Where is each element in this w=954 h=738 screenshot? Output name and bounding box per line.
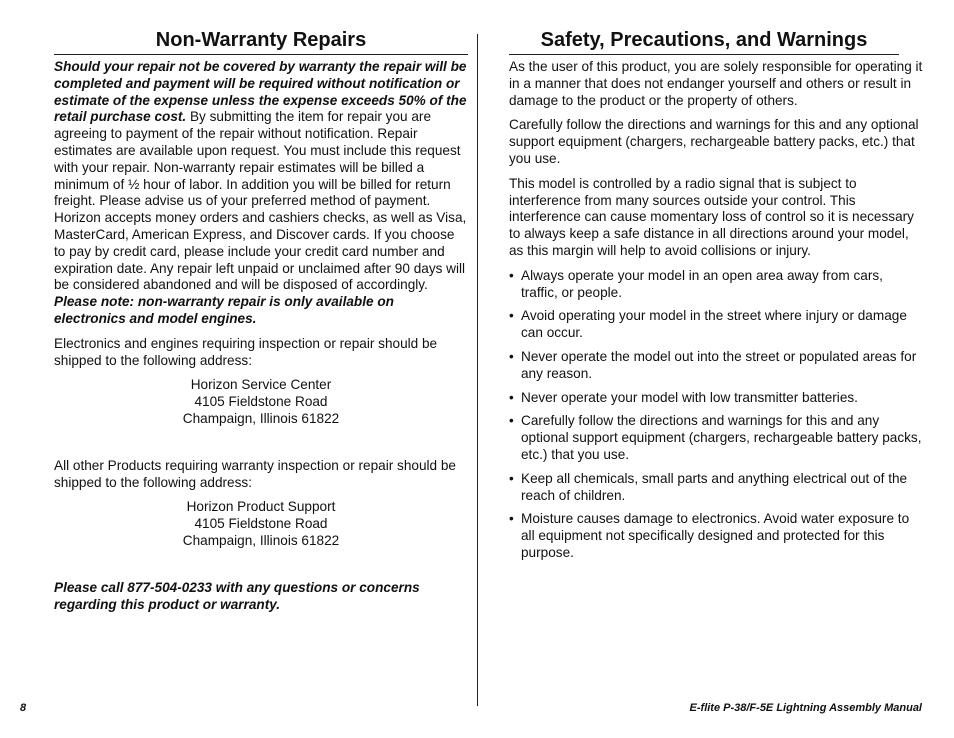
safety-bullet: • Never operate the model out into the street or populated areas for any reason. — [509, 349, 923, 383]
intro-note-text: Please note: non-warranty repair is only available on electronics and model engines. — [54, 294, 394, 326]
safety-paragraph: As the user of this product, you are solely responsible for operating it in a manner that does not endanger yourself and others or result in damage to the product or the property of others. — [509, 59, 923, 108]
column-divider — [477, 34, 478, 706]
safety-bullet-list — [509, 268, 923, 562]
electronics-shipping-text: Electronics and engines requiring inspection or repair should be shipped to the following address: — [54, 335, 438, 368]
safety-bullet: • Avoid operating your model in the street where injury or damage can occur. — [509, 308, 923, 342]
other-products-shipping-text: All other Products requiring warranty inspection or repair should be shipped to the following address: — [54, 457, 456, 490]
safety-bullet: • Keep all chemicals, small parts and anything electrical out of the reach of children. — [509, 471, 923, 505]
intro-normal-text: By submitting the item for repair you are agreeing to payment of the repair without notification. Repair estimates are available upon request. You must include this request with your repair. Non-warranty repair estimates will be billed a minimum of ½ hour of labor. In addition you will be billed for return freight. Please advise us of your preferred method of payment. Horizon accepts money orders and cashiers checks, as well as Visa, MasterCard, American Express, and Discover cards. If you choose to pay by credit card, please include your credit card number and expiration date. Any repair left unpaid or unclaimed after 90 days will be considered abandoned and will be disposed of accordingly. — [54, 109, 467, 293]
product-support-address — [54, 499, 468, 549]
service-center-address — [54, 377, 468, 427]
safety-bullet: • Always operate your model in an open area away from cars, traffic, or people. — [509, 268, 923, 302]
safety-paragraph: This model is controlled by a radio signal that is subject to interference from many sources outside your control. This interference can cause momentary loss of control so it is necessary to always keep a safe distance in all directions around your model, as this margin will help to avoid collisions or injury. — [509, 175, 914, 258]
address-line: Horizon Service Center — [190, 377, 332, 393]
address-line: Horizon Product Support — [186, 499, 336, 515]
intro-bold-text: Should your repair not be covered by warranty the repair will be completed and payment will be required without notification or estimate of the expense unless the expense exceeds 50% of the retail purchase cost. — [54, 59, 467, 125]
address-line: 4105 Fieldstone Road — [194, 516, 328, 532]
safety-section — [509, 28, 923, 569]
safety-bullet: • Carefully follow the directions and warnings for this and any optional support equipment (chargers, rechargeable battery packs, etc.) that you use. — [509, 413, 923, 463]
page-number: 8 — [20, 702, 27, 714]
non-warranty-section — [54, 28, 468, 613]
non-warranty-heading: Non-Warranty Repairs — [54, 28, 468, 55]
safety-heading: Safety, Precautions, and Warnings — [509, 28, 899, 55]
non-warranty-intro — [54, 59, 468, 328]
address-line: 4105 Fieldstone Road — [194, 394, 328, 410]
safety-paragraph: Carefully follow the directions and warnings for this and any optional support equipment (chargers, rechargeable battery packs, etc.) that you use. — [509, 117, 919, 166]
address-line: Champaign, Illinois 61822 — [182, 410, 340, 426]
manual-title: E-flite P-38/F-5E Lightning Assembly Manual — [689, 702, 922, 714]
safety-bullet: • Never operate your model with low transmitter batteries. — [509, 390, 923, 407]
contact-phone-text: Please call 877-504-0233 with any questions or concerns regarding this product or warranty. — [54, 579, 420, 612]
address-line: Champaign, Illinois 61822 — [182, 532, 340, 548]
safety-bullet: • Moisture causes damage to electronics. Avoid water exposure to all equipment not specifically designed and protected for this purpose. — [509, 511, 923, 561]
